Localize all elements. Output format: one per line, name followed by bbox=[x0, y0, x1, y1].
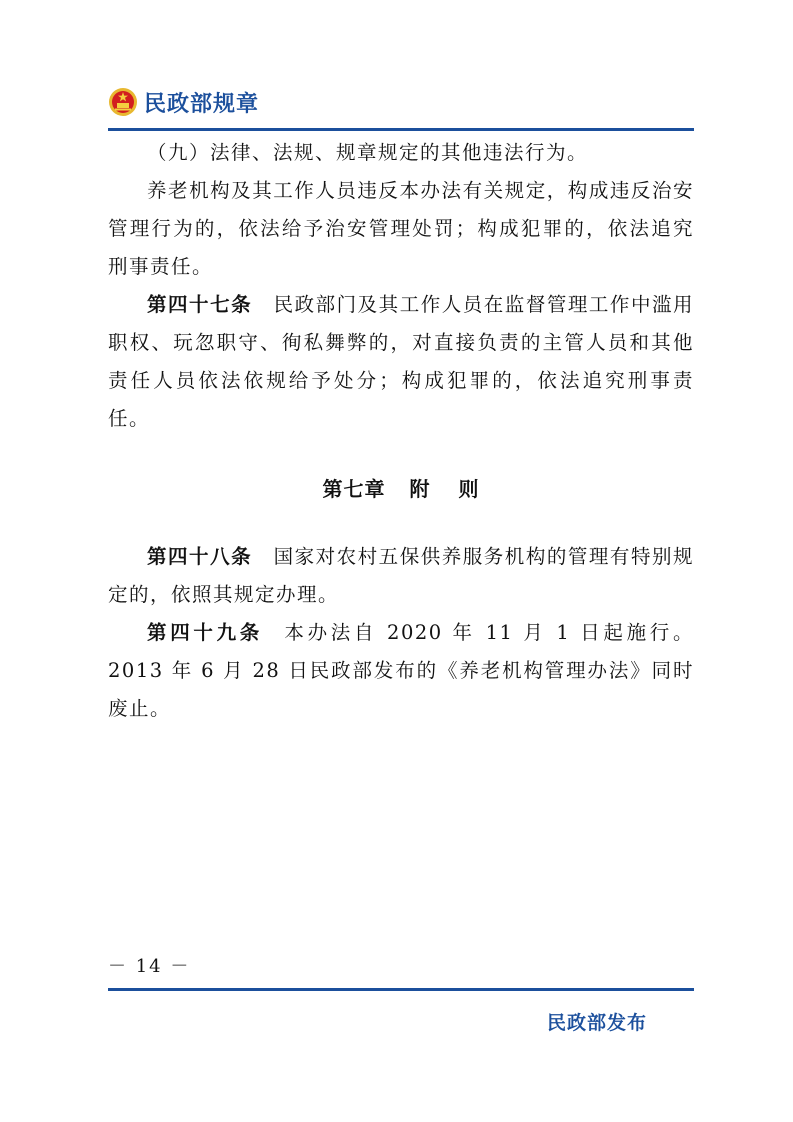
page-header bbox=[108, 84, 259, 120]
header-rule bbox=[108, 128, 694, 131]
header-title: 民政部规章 bbox=[144, 91, 260, 117]
footer-rule bbox=[108, 988, 694, 991]
article-48 bbox=[108, 538, 694, 614]
article-48-text: 国家对农村五保供养服务机构的管理有特别规定的，依照其规定办理。 bbox=[108, 545, 694, 606]
article-47-text: 民政部门及其工作人员在监督管理工作中滥用职权、玩忽职守、徇私舞弊的，对直接负责的主管人员和其他责任人员依法依规给予处分；构成犯罪的，依法追究刑事责任。 bbox=[108, 293, 694, 430]
national-emblem-icon bbox=[108, 87, 138, 117]
chapter-name-part-2: 则 bbox=[458, 477, 480, 501]
article-49 bbox=[108, 614, 694, 728]
paragraph-penalty: 养老机构及其工作人员违反本办法有关规定，构成违反治安管理行为的，依法给予治安管理处罚；构成犯罪的，依法追究刑事责任。 bbox=[108, 179, 694, 278]
article-47-label: 第四十七条 bbox=[147, 293, 253, 316]
chapter-heading bbox=[108, 470, 694, 508]
chapter-name-part-1: 附 bbox=[409, 477, 431, 501]
footer-publisher: 民政部发布 bbox=[546, 1012, 647, 1034]
article-49-text: 本办法自 2020 年 11 月 1 日起施行。2013 年 6 月 28 日民政部发布的《养老机构管理办法》同时废止。 bbox=[108, 621, 694, 720]
paragraph-item-nine: （九）法律、法规、规章规定的其他违法行为。 bbox=[147, 141, 589, 164]
article-49-label: 第四十九条 bbox=[147, 621, 263, 644]
article-47 bbox=[108, 286, 694, 438]
document-body bbox=[108, 134, 694, 728]
page-number: － 14 － bbox=[108, 956, 191, 977]
article-48-label: 第四十八条 bbox=[147, 545, 253, 568]
chapter-number: 第七章 bbox=[322, 477, 386, 501]
